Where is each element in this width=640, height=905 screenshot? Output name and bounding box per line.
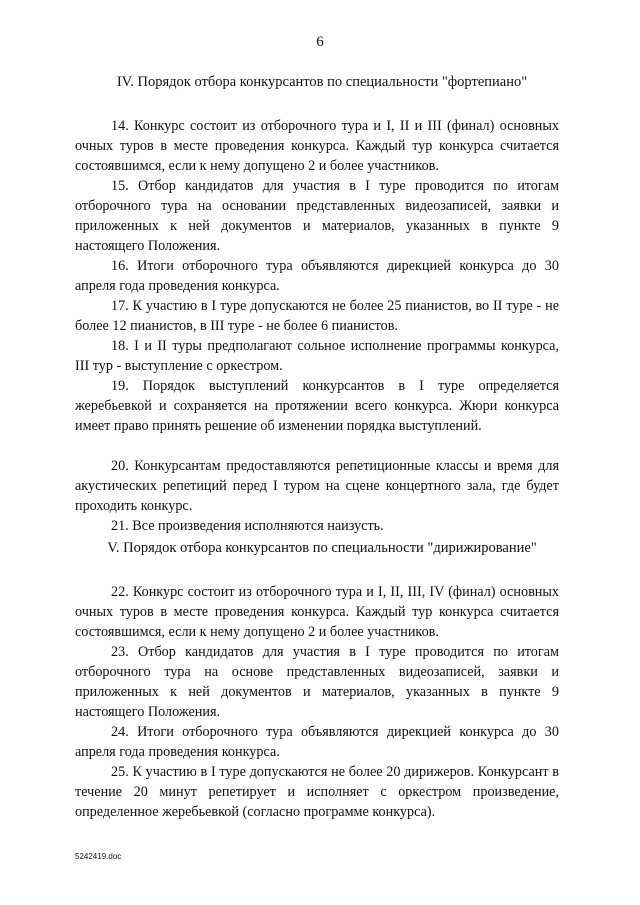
- paragraph-22: 22. Конкурс состоит из отборочного тура и I, II, III, IV (финал) основных очных туров в месте проведения конкурса. Каждый тур конкурса считается состоявшимся, если к нему допущено 2 и более участников.: [75, 584, 559, 640]
- paragraph-17: 17. К участию в I туре допускаются не более 25 пианистов, во II туре - не более 12 пианистов, в III туре - не более 6 пианистов.: [75, 298, 559, 334]
- paragraph-20: 20. Конкурсантам предоставляются репетиционные классы и время для акустических репетиций перед I туром на сцене концертного зала, где будет проходить конкурс.: [75, 458, 559, 514]
- paragraph-15: 15. Отбор кандидатов для участия в I туре проводится по итогам отборочного тура на основании представленных видеозаписей, заявки и приложенных к ней документов и материалов, указанных в пункте 9 настоящего Положения.: [75, 178, 559, 254]
- paragraph-14: 14. Конкурс состоит из отборочного тура и I, II и III (финал) основных очных туров в месте проведения конкурса. Каждый тур конкурса считается состоявшимся, если к нему допущено 2 и более участников.: [75, 118, 559, 174]
- file-footer: 5242419.doc: [75, 852, 122, 861]
- paragraph-23: 23. Отбор кандидатов для участия в I туре проводится по итогам отборочного тура на основе представленных видеозаписей, заявки и приложенных к ней документов и материалов, указанных в пункте 9 настоящего Положения.: [75, 644, 559, 720]
- section-heading-piano: IV. Порядок отбора конкурсантов по специальности "фортепиано": [116, 74, 528, 90]
- paragraph-24: 24. Итоги отборочного тура объявляются дирекцией конкурса до 30 апреля года проведения конкурса.: [75, 724, 559, 760]
- paragraph-16: 16. Итоги отборочного тура объявляются дирекцией конкурса до 30 апреля года проведения конкурса.: [75, 258, 559, 294]
- section-heading-conducting: V. Порядок отбора конкурсантов по специальности "дирижирование": [107, 540, 537, 556]
- paragraph-25: 25. К участию в I туре допускаются не более 20 дирижеров. Конкурсант в течение 20 минут репетирует и исполняет с оркестром произведение, определенное жеребьевкой (согласно программе конкурса).: [75, 764, 559, 820]
- paragraph-21: 21. Все произведения исполняются наизусть.: [111, 518, 384, 534]
- paragraph-19: 19. Порядок выступлений конкурсантов в I туре определяется жеребьевкой и сохраняется на протяжении всего конкурса. Жюри конкурса имеет право принять решение об изменении порядка выступлений.: [75, 378, 559, 434]
- paragraph-18: 18. I и II туры предполагают сольное исполнение программы конкурса, III тур - выступление с оркестром.: [75, 338, 559, 374]
- page-number: 6: [316, 34, 324, 50]
